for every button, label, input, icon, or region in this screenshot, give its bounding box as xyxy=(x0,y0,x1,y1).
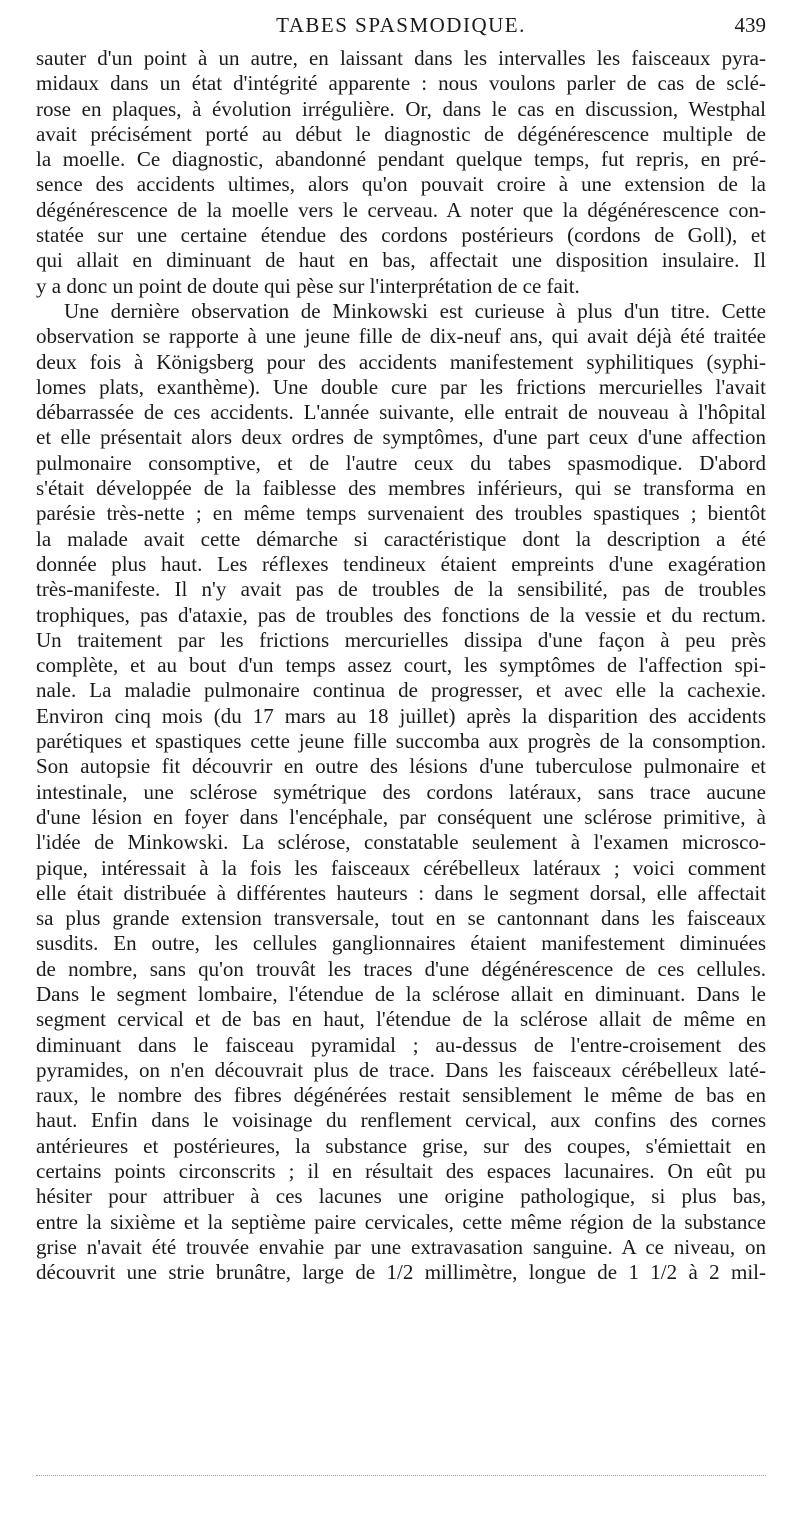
text-line: avait précisément porté au début le diagnostic de dégénérescence multiple de xyxy=(36,121,766,146)
text-line: observation se rapporte à une jeune fille de dix-neuf ans, qui avait déjà été traitée xyxy=(36,324,766,349)
text-line: dégénérescence de la moelle vers le cerveau. A noter que la dégénérescence con- xyxy=(36,197,766,222)
text-line: susdits. En outre, les cellules ganglionnaires étaient manifestement diminuées xyxy=(36,931,766,956)
text-line: rose en plaques, à évolution irrégulière. Or, dans le cas en discussion, Westphal xyxy=(36,96,766,121)
text-line: pyramides, on n'en découvrait plus de trace. Dans les faisceaux cérébelleux laté- xyxy=(36,1057,766,1082)
text-line: certains points circonscrits ; il en résultait des espaces lacunaires. On eût pu xyxy=(36,1159,766,1184)
bottom-rule xyxy=(36,1475,766,1476)
text-line: s'était développée de la faiblesse des membres inférieurs, qui se transforma en xyxy=(36,476,766,501)
text-line: sa plus grande extension transversale, tout en se cantonnant dans les faisceaux xyxy=(36,906,766,931)
text-line: et elle présentait alors deux ordres de symptômes, d'une part ceux d'une affection xyxy=(36,425,766,450)
text-line: sauter d'un point à un autre, en laissant dans les intervalles les faisceaux pyra- xyxy=(36,46,766,70)
text-line: intestinale, une sclérose symétrique des cordons latéraux, sans trace aucune xyxy=(36,779,766,804)
body-text xyxy=(36,46,766,1286)
text-line: parétiques et spastiques cette jeune fille succomba aux progrès de la consomption. xyxy=(36,729,766,754)
text-line: très-manifeste. Il n'y avait pas de troubles de la sensibilité, pas de troubles xyxy=(36,577,766,602)
text-line: découvrit une strie brunâtre, large de 1/2 millimètre, longue de 1 1/2 à 2 mil- xyxy=(36,1260,766,1285)
text-line: antérieures et postérieures, la substance grise, sur des coupes, s'émiettait en xyxy=(36,1133,766,1158)
running-head xyxy=(36,8,766,42)
running-title: TABES SPASMODIQUE. xyxy=(276,13,526,37)
text-line: pulmonaire consomptive, et de l'autre ceux du tabes spasmodique. D'abord xyxy=(36,450,766,475)
text-line: la moelle. Ce diagnostic, abandonné pendant quelque temps, fut repris, en pré- xyxy=(36,147,766,172)
text-line: grise n'avait été trouvée envahie par une extravasation sanguine. A ce niveau, on xyxy=(36,1234,766,1259)
text-line: Son autopsie fit découvrir en outre des lésions d'une tuberculose pulmonaire et xyxy=(36,754,766,779)
text-line: Dans le segment lombaire, l'étendue de la sclérose allait en diminuant. Dans le xyxy=(36,981,766,1006)
text-line: haut. Enfin dans le voisinage du renflement cervical, aux confins des cornes xyxy=(36,1108,766,1133)
text-line: nale. La maladie pulmonaire continua de progresser, et avec elle la cachexie. xyxy=(36,678,766,703)
text-line: qui allait en diminuant de haut en bas, affectait une disposition insulaire. Il xyxy=(36,248,766,273)
text-line: diminuant dans le faisceau pyramidal ; au-dessus de l'entre-croisement des xyxy=(36,1032,766,1057)
text-line: sence des accidents ultimes, alors qu'on pouvait croire à une extension de la xyxy=(36,172,766,197)
text-line: statée sur une certaine étendue des cordons postérieurs (cordons de Goll), et xyxy=(36,223,766,248)
text-line: débarrassée de ces accidents. L'année suivante, elle entrait de nouveau à l'hôpital xyxy=(36,400,766,425)
text-line: segment cervical et de bas en haut, l'étendue de la sclérose allait de même en xyxy=(36,1007,766,1032)
text-line: la malade avait cette démarche si caractéristique dont la description a été xyxy=(36,526,766,551)
text-line: de nombre, sans qu'on trouvât les traces d'une dégénérescence de ces cellules. xyxy=(36,956,766,981)
text-line: Environ cinq mois (du 17 mars au 18 juillet) après la disparition des accidents xyxy=(36,703,766,728)
text-line: d'une lésion en foyer dans l'encéphale, par conséquent une sclérose primitive, à xyxy=(36,804,766,829)
text-line: deux fois à Königsberg pour des accidents manifestement syphilitiques (syphi- xyxy=(36,349,766,374)
text-line: donnée plus haut. Les réflexes tendineux étaient empreints d'une exagération xyxy=(36,551,766,576)
text-line: entre la sixième et la septième paire cervicales, cette même région de la substance xyxy=(36,1209,766,1234)
text-line: elle était distribuée à différentes hauteurs : dans le segment dorsal, elle affectait xyxy=(36,880,766,905)
text-line: Un traitement par les frictions mercurielles dissipa d'une façon à peu près xyxy=(36,627,766,652)
text-line: parésie très-nette ; en même temps survenaient des troubles spastiques ; bientôt xyxy=(36,501,766,526)
page-number: 439 xyxy=(734,13,766,37)
text-line: l'idée de Minkowski. La sclérose, constatable seulement à l'examen microsco- xyxy=(36,830,766,855)
text-line: hésiter pour attribuer à ces lacunes une origine pathologique, si plus bas, xyxy=(36,1184,766,1209)
text-line: trophiques, pas d'ataxie, pas de troubles des fonctions de la vessie et du rectum. xyxy=(36,602,766,627)
text-line: lomes plats, exanthème). Une double cure par les frictions mercurielles l'avait xyxy=(36,374,766,399)
text-line: y a donc un point de doute qui pèse sur l'interprétation de ce fait. xyxy=(36,273,580,298)
text-line: pique, intéressait à la fois les faisceaux cérébelleux latéraux ; voici comment xyxy=(36,855,766,880)
text-line: raux, le nombre des fibres dégénérées restait sensiblement le même de bas en xyxy=(36,1083,766,1108)
text-line: midaux dans un état d'intégrité apparente : nous voulons parler de cas de sclé- xyxy=(36,71,766,96)
text-line: Une dernière observation de Minkowski est curieuse à plus d'un titre. Cette xyxy=(64,298,766,323)
text-line: complète, et au bout d'un temps assez court, les symptômes de l'affection spi- xyxy=(36,653,766,678)
